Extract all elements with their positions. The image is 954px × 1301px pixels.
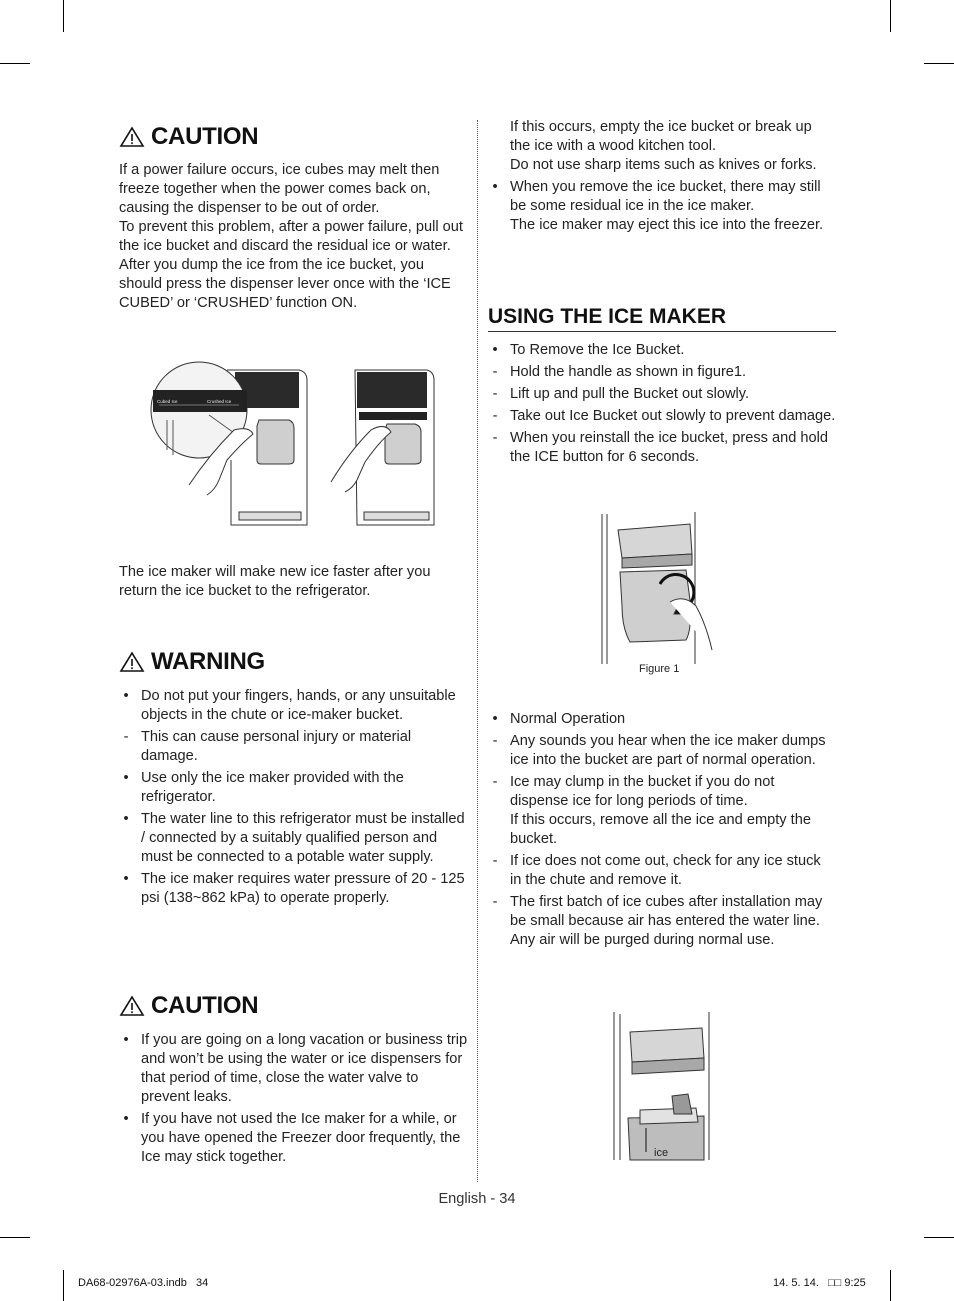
caution-title: CAUTION [151,123,259,150]
crop-mark [924,63,954,64]
caution-paragraph: After you dump the ice from the ice bucket, you should press the dispenser lever once with the ‘ICE CUBED’ or ‘CRUSHED’ function ON. [119,257,451,311]
continuation-block [488,118,836,235]
warning-triangle-icon [119,651,145,673]
continuation-line: If this occurs, empty the ice bucket or break up the ice with a wood kitchen tool. [510,119,812,154]
list-item: - When you reinstall the ice bucket, press and hold the ICE button for 6 seconds. [492,430,828,465]
continuation-line: Do not use sharp items such as knives or forks. [510,157,817,173]
figure-1-caption: Figure 1 [639,663,680,675]
warning-triangle-icon [119,126,145,148]
dispenser-illustration [149,360,439,530]
crushed-ice-label: Crushed Ice [207,399,232,404]
continuation-list [488,178,836,216]
ice-return-text: The ice maker will make new ice faster after you return the ice bucket to the refrigerator. [119,564,431,599]
continuation-line: The ice maker may eject this ice into the freezer. [510,217,824,233]
list-item: - Hold the handle as shown in figure1. [492,364,747,380]
ice-maker-list [488,341,836,467]
print-stamp: 14. 5. 14. □□ 9:25 [773,1277,866,1289]
list-item: • If you are going on a long vacation or business trip and won’t be using the water or ice dispensers for that period of time, close the water valve to prevent leaks. [123,1032,468,1105]
page-number: English - 34 [438,1191,516,1207]
caution-section-2 [119,992,469,1170]
caution-paragraph: To prevent this problem, after a power failure, pull out the ice bucket and discard the residual ice or water. [119,219,463,254]
section-title: USING THE ICE MAKER [488,305,836,332]
caution-section-1 [119,123,469,313]
list-item: • The ice maker requires water pressure of 20 - 125 psi (138~862 kPa) to operate properly. [123,871,465,906]
crop-mark [924,1237,954,1238]
list-item: • When you remove the ice bucket, there may still be some residual ice in the ice maker. [492,179,821,214]
list-item: - If ice does not come out, check for any ice stuck in the chute and remove it. [492,853,821,888]
figure-2-ice-maker [612,1010,712,1162]
warning-heading [119,648,471,676]
caution-heading [119,992,469,1020]
list-item: • Use only the ice maker provided with the refrigerator. [123,770,404,805]
file-slug: DA68-02976A-03.indb 34 [78,1277,209,1289]
list-item: • To Remove the Ice Bucket. [492,342,685,358]
normal-operation-section [488,710,836,953]
dispenser-left [151,362,307,525]
list-item: • Do not put your fingers, hands, or any unsuitable objects in the chute or ice-maker bucket. [123,688,456,723]
list-item: • If you have not used the Ice maker for a while, or you have opened the Freezer door frequently, the Ice may stick together. [123,1111,461,1165]
list-item: - The first batch of ice cubes after installation may be small because air has entered the water line. [492,894,823,929]
list-item: Any air will be purged during normal use. [510,932,775,948]
ice-maker-section [488,305,836,470]
normal-operation-list [488,710,836,950]
list-item: - Take out Ice Bucket out slowly to prevent damage. [492,408,836,424]
figure-2-ice-label: ice [654,1147,669,1159]
caution-heading [119,123,469,151]
crop-mark [890,1270,891,1301]
list-item: If this occurs, remove all the ice and empty the bucket. [510,812,811,847]
list-item: • The water line to this refrigerator must be installed / connected by a suitably qualified person and must be connected to a potable water supply. [123,811,465,865]
crop-mark [890,0,891,32]
list-item: • Normal Operation [492,711,626,727]
crop-mark [63,1270,64,1301]
list-item: - Ice may clump in the bucket if you do not dispense ice for long periods of time. [492,774,775,809]
warning-triangle-icon [119,995,145,1017]
figure-1-ice-bucket [600,510,740,666]
cubed-ice-label: Cubed Ice [157,399,178,404]
warning-section [119,648,471,911]
list-item: - Any sounds you hear when the ice maker dumps ice into the bucket are part of normal operation. [492,733,826,768]
list-item: - This can cause personal injury or material damage. [123,729,412,764]
crop-mark [63,0,64,32]
crop-mark [0,63,30,64]
caution-list [119,1031,469,1167]
caution-paragraph: If a power failure occurs, ice cubes may melt then freeze together when the power comes back on, causing the dispenser to be out of order. [119,162,440,216]
dispenser-right [331,370,434,525]
column-divider [477,120,478,1182]
warning-list [119,687,471,908]
crop-mark [0,1237,30,1238]
list-item: - Lift up and pull the Bucket out slowly. [492,386,750,402]
warning-title: WARNING [151,648,265,675]
caution-title: CAUTION [151,992,259,1019]
